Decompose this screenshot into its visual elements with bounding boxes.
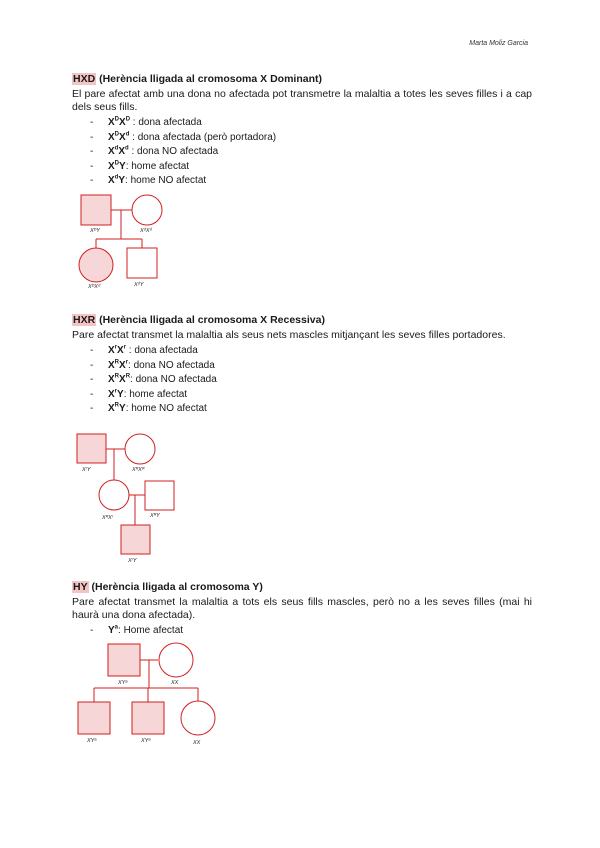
legend-item: - $X^DY$: home afectat [90,160,532,175]
son2-affected-square [132,702,164,734]
genotype-father: XYᵃ [118,680,128,686]
genotype-father: XʳY [82,467,91,473]
heading-hxr [72,313,532,327]
legend-hy [72,624,532,639]
legend-item: - $X^dX^d$ : dona NO afectada [90,145,532,160]
description-hxd: El pare afectat amb una dona no afectada pot transmetre la malaltia a totes les seves filles i a cap dels seus fills. [72,88,532,113]
pedigree-hxd [72,192,182,292]
father-affected-square [108,644,140,676]
description-hxr: Pare afectat transmet la malaltia als seus nets mascles mitjançant les seves filles portadores. [72,329,506,341]
legend-item: - $X^RX^R$: dona NO afectada [90,373,532,388]
legend-item: - $X^RY$: home NO afectat [90,402,532,417]
author-name: Marta Moliz Garcia [469,40,528,47]
genotype-son2: XYᵃ [141,738,151,744]
genotype-husband: XᴿY [150,513,160,519]
legend-item: - $X^DX^D$ : dona afectada [90,116,532,131]
genotype-mother: XX [171,680,179,686]
mother-circle [125,434,155,464]
genotype-mother: XᴿXᴿ [132,467,145,473]
father-affected-square [77,434,106,463]
father-affected-square [81,195,111,225]
heading-hxd [72,72,532,86]
genotype-grandson: XʳY [128,558,137,564]
legend-item: - $X^dY$: home NO afectat [90,174,532,189]
legend-item: - $X^rY$: home afectat [90,388,532,403]
section-hxr [72,313,532,417]
section-hy [72,580,532,639]
genotype-daughter: XᴰXᵈ [88,284,101,290]
tag-hy: HY [73,581,88,593]
mother-circle [132,195,162,225]
title-hxd: (Herència lligada al cromosoma X Dominant) [96,73,322,85]
son-square [127,248,157,278]
legend-item: - $X^RX^r$: dona NO afectada [90,359,532,374]
title-hy: (Herència lligada al cromosoma Y) [88,581,263,593]
tag-hxr: HXR [73,314,96,326]
genotype-daughter: XᴿXʳ [102,515,114,521]
pedigree-hy [72,640,222,750]
daughter-carrier-circle [99,480,129,510]
title-hxr: (Herència lligada al cromosoma X Recessiva) [96,314,325,326]
description-hy: Pare afectat transmet la malaltia a tots els seus fills mascles, però no a les seves filles (mai hi haurà una dona afectada). [72,596,532,621]
daughter-affected-circle [79,248,113,282]
legend-item: - $X^rX^r$ : dona afectada [90,344,532,359]
section-hxd [72,72,532,189]
legend-item: - $X^DX^d$ : dona afectada (però portadora) [90,131,532,146]
genotype-father: XᴰY [90,228,100,234]
genotype-mother: XᵈXᵈ [140,228,152,234]
mother-circle [159,643,193,677]
pedigree-hxr [72,431,192,566]
genotype-daughter: XX [193,740,201,746]
legend-hxd [72,116,532,189]
grandson-affected-square [121,525,150,554]
son1-affected-square [78,702,110,734]
genotype-son1: XYᵃ [87,738,97,744]
legend-item: - $Y^a$: Home afectat [90,624,532,639]
genotype-son: XᵈY [134,282,144,288]
daughter-circle [181,701,215,735]
heading-hy [72,580,532,594]
husband-square [145,481,174,510]
legend-hxr [72,344,532,417]
tag-hxd: HXD [73,73,96,85]
